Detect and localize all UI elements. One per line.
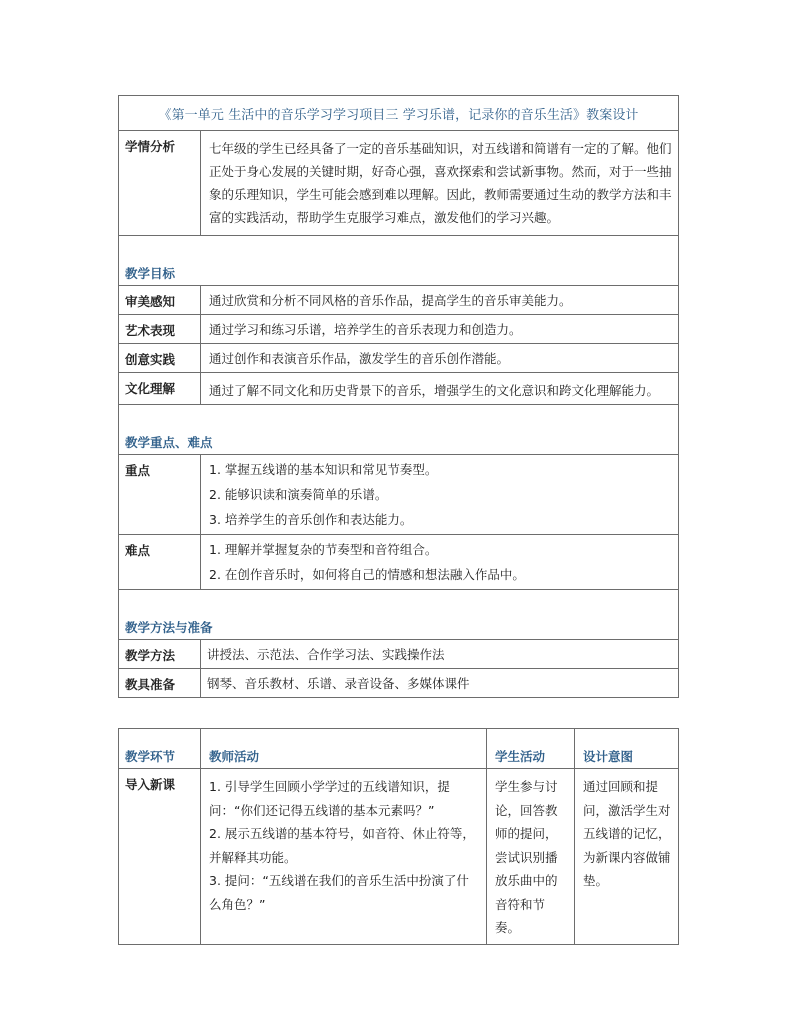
tools-text: 钢琴、音乐教材、乐谱、录音设备、多媒体课件 [201, 669, 679, 698]
methods-section-title: 教学方法与准备 [119, 590, 679, 640]
document-title: 《第一单元 生活中的音乐学习学习项目三 学习乐谱，记录你的音乐生活》教案设计 [119, 96, 679, 131]
student-activity: 学生参与讨论，回答教师的提问，尝试识别播放乐曲中的音符和节奏。 [487, 769, 575, 945]
goal-label-creative: 创意实践 [119, 344, 201, 373]
method-label: 教学方法 [119, 640, 201, 669]
teacher-step: 3. 提问：“五线谱在我们的音乐生活中扮演了什么角色？” [209, 873, 469, 912]
goal-label-culture: 文化理解 [119, 373, 201, 405]
key-item: 2. 能够识读和演奏简单的乐谱。 [209, 487, 388, 502]
teaching-process-table [118, 728, 679, 945]
key-item: 3. 培养学生的音乐创作和表达能力。 [209, 512, 413, 527]
method-text: 讲授法、示范法、合作学习法、实践操作法 [201, 640, 679, 669]
goals-section-title: 教学目标 [119, 236, 679, 286]
teacher-step: 1. 引导学生回顾小学学过的五线谱知识，提问：“你们还记得五线谱的基本元素吗？” [209, 779, 450, 818]
key-item: 1. 掌握五线谱的基本知识和常见节奏型。 [209, 462, 438, 477]
tools-label: 教具准备 [119, 669, 201, 698]
header-intent: 设计意图 [575, 729, 679, 769]
hard-item: 1. 理解并掌握复杂的节奏型和音符组合。 [209, 542, 438, 557]
key-list [201, 455, 679, 535]
header-student: 学生活动 [487, 729, 575, 769]
analysis-text: 七年级的学生已经具备了一定的音乐基础知识，对五线谱和简谱有一定的了解。他们正处于身心发展的关键时期，好奇心强，喜欢探索和尝试新事物。然而，对于一些抽象的乐理知识，学生可能会感到难以理解。因此，教师需要通过生动的教学方法和丰富的实践活动，帮助学生克服学习难点，激发他们的学习兴趣。 [201, 131, 679, 236]
design-intent: 通过回顾和提问，激活学生对五线谱的记忆，为新课内容做铺垫。 [575, 769, 679, 945]
stage-label: 导入新课 [119, 769, 201, 945]
goal-label-art: 艺术表现 [119, 315, 201, 344]
hard-label: 难点 [119, 535, 201, 590]
goal-text-culture: 通过了解不同文化和历史背景下的音乐，增强学生的文化意识和跨文化理解能力。 [201, 373, 679, 405]
hard-item: 2. 在创作音乐时，如何将自己的情感和想法融入作品中。 [209, 567, 525, 582]
analysis-label: 学情分析 [119, 131, 201, 236]
goal-text-aesthetic: 通过欣赏和分析不同风格的音乐作品，提高学生的音乐审美能力。 [201, 286, 679, 315]
key-label: 重点 [119, 455, 201, 535]
keypoints-section-title: 教学重点、难点 [119, 405, 679, 455]
goal-text-art: 通过学习和练习乐谱，培养学生的音乐表现力和创造力。 [201, 315, 679, 344]
hard-list [201, 535, 679, 590]
header-stage: 教学环节 [119, 729, 201, 769]
teacher-step: 2. 展示五线谱的基本符号，如音符、休止符等，并解释其功能。 [209, 826, 475, 865]
goal-label-aesthetic: 审美感知 [119, 286, 201, 315]
header-teacher: 教师活动 [201, 729, 487, 769]
teacher-activity [201, 769, 487, 945]
lesson-plan-table [118, 95, 679, 698]
goal-text-creative: 通过创作和表演音乐作品，激发学生的音乐创作潜能。 [201, 344, 679, 373]
